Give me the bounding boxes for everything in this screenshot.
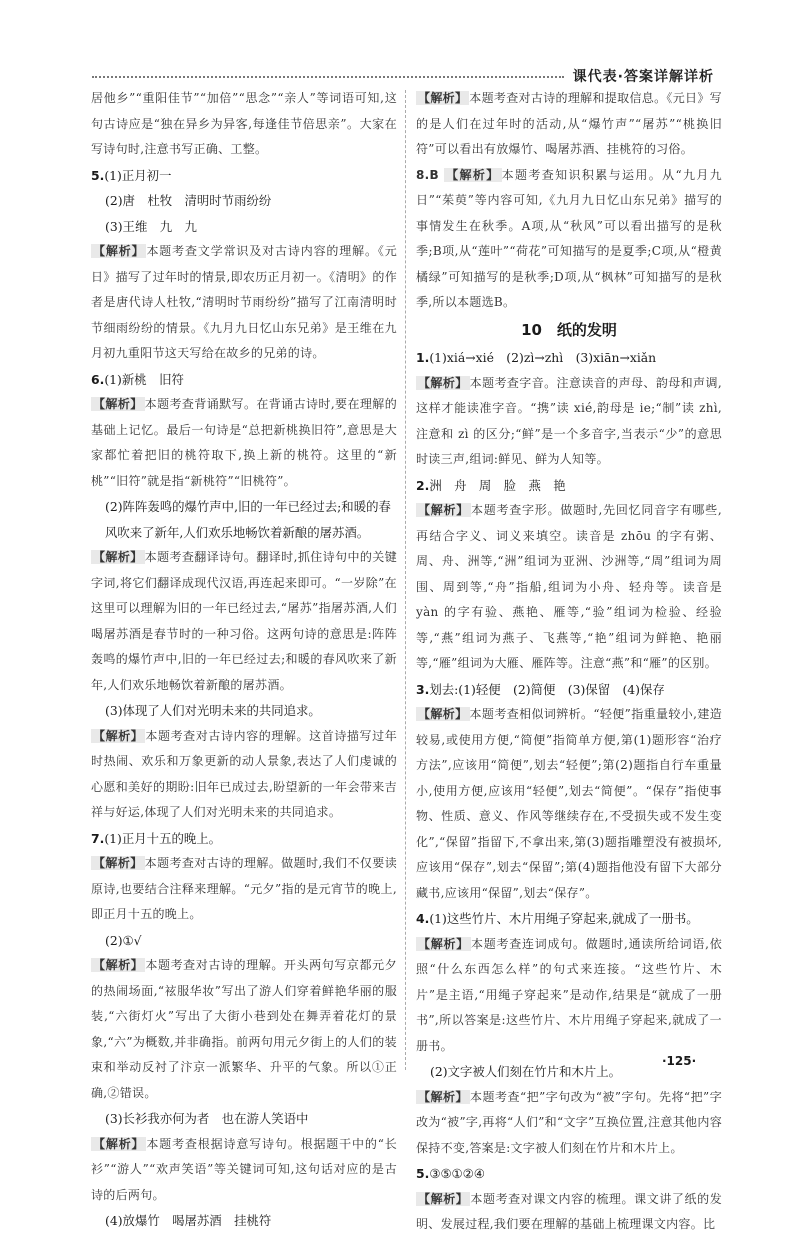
analysis-tag: 【解析】 — [418, 707, 468, 721]
question-7 — [91, 826, 397, 1234]
analysis-tag: 【解析】 — [93, 244, 145, 258]
analysis-tag: 【解析】 — [93, 728, 144, 743]
question-number: 2. — [416, 477, 430, 493]
answer-line: (1)正月十五的晚上。 — [104, 830, 222, 846]
question-number: 6. — [91, 371, 105, 387]
analysis-text: 本题考查背诵默写。在背诵古诗时,要在理解的基础上记忆。最后一句诗是“总把新桃换旧符”,意思是大家都忙着把旧的桃符取下,换上新的桃符。这里的“新桃”“旧符”就是指“新桃符”“旧桃符”。 — [91, 397, 397, 488]
answer-line: (2)①√ — [105, 932, 142, 948]
analysis-text: 本题考查“把”字句改为“被”字句。先将“把”字改为“被”字,再将“人们”和“文字”互换位置,注意其他内容保持不变,答案是:文字被人们刻在竹片和木片上。 — [416, 1089, 722, 1155]
question-number: 8. — [416, 167, 430, 182]
answer-line: (3)长衫我亦何为者 也在游人笑语中 — [105, 1111, 309, 1126]
analysis-tag: 【解析】 — [93, 550, 143, 564]
answer-line: (1)这些竹片、木片用绳子穿起来,就成了一册书。 — [429, 911, 699, 926]
lesson-question-1 — [416, 345, 722, 473]
answer-line: (1)正月初一 — [104, 167, 172, 183]
analysis-tag: 【解析】 — [93, 958, 144, 972]
answer-line: (4)放爆竹 喝屠苏酒 挂桃符 — [105, 1213, 272, 1228]
analysis-tag: 【解析】 — [418, 91, 468, 105]
column-divider — [405, 90, 406, 1070]
header-dotted-rule — [92, 76, 564, 78]
lesson-question-5 — [416, 1161, 722, 1238]
answer-line: (1)新桃 旧符 — [104, 371, 184, 387]
answer-line: ③⑤①②④ — [429, 1166, 485, 1181]
answer-line: (2)文字被人们刻在竹片和木片上。 — [430, 1064, 622, 1079]
analysis-text: 本题考查知识积累与运用。从“九月九日”“茱萸”等内容可知,《九月九日忆山东兄弟》描写的事情发生在秋季。A项,从“秋风”可以看出描写的是秋季;B项,从“莲叶”“荷花”可知描写的是夏季;C项,从“橙黄橘绿”可知描写的是秋季;D项,从“枫林”可知描写的是秋季,所以本题选B。 — [416, 167, 722, 309]
analysis-text: 本题考查对古诗的理解。做题时,我们不仅要读原诗,也要结合注释来理解。“元夕”指的是元宵节的晚上,即正月十五的晚上。 — [91, 856, 397, 921]
analysis-text: 本题考查连词成句。做题时,通读所给词语,依照“什么东西怎么样”的句式来连接。“这些竹片、木片”是主语,“用绳子穿起来”是动作,结果是“就成了一册书”,所以答案是:这些竹片、木片用绳子穿起来,就成了一册书。 — [416, 936, 722, 1053]
analysis-text: 本题考查翻译诗句。翻译时,抓住诗句中的关键字词,将它们翻译成现代汉语,再连起来即可。“一岁除”在这里可以理解为旧的一年已经过去,“屠苏”指屠苏酒,人们喝屠苏酒是春节时的一种习俗。这两句诗的意思是:阵阵轰鸣的爆竹声中,旧的一年已经过去;和暖的春风吹来了新年,人们欢乐地畅饮着新酿的屠苏酒。 — [91, 550, 397, 692]
analysis-tag: 【解析】 — [418, 503, 470, 517]
question-number: 7. — [91, 830, 105, 846]
analysis-tag: 【解析】 — [93, 1136, 145, 1151]
question-number: 5. — [416, 1166, 430, 1181]
page-header — [92, 66, 714, 88]
answer-line: 洲 舟 周 脸 燕 艳 — [429, 477, 566, 493]
question-8 — [416, 163, 722, 316]
question-number: 3. — [416, 681, 430, 697]
analysis-tag: 【解析】 — [418, 936, 470, 951]
analysis-text: 本题考查文学常识及对古诗内容的理解。《元日》描写了过年时的情景,即农历正月初一。《清明》的作者是唐代诗人杜牧,“清明时节雨纷纷”描写了江南清明时节细雨纷纷的情景。《九月九日忆山东兄弟》是王维在九月初九重阳节这天写给在故乡的兄弟的诗。 — [91, 244, 397, 360]
lesson-question-3 — [416, 677, 722, 907]
question-number: 1. — [416, 350, 430, 365]
lesson-question-4 — [416, 906, 722, 1161]
answer-line: (1)xiá→xié (2)zì→zhì (3)xiān→xiǎn — [429, 350, 657, 365]
analysis-tag: 【解析】 — [93, 856, 143, 870]
question-number: 5. — [91, 167, 105, 183]
analysis-text: 本题考查字音。注意读音的声母、韵母和声调,这样才能读准字音。“携”读 xié,韵母是 ie;“制”读 zhì,注意和 zì 的区分;“鲜”是一个多音字,当表示“少”的意思时读三声,组词:鲜见、鲜为人知等。 — [416, 375, 722, 466]
analysis-tag: 【解析】 — [418, 1191, 469, 1206]
answer-line: (3)王维 九 九 — [105, 218, 197, 234]
header-title: 课代表·答案详解详析 — [572, 69, 714, 85]
analysis-tag: 【解析】 — [93, 397, 143, 411]
section-title: 10 纸的发明 — [521, 320, 617, 339]
question-6 — [91, 367, 397, 826]
left-column — [91, 86, 397, 1234]
analysis-text: 本题考查对古诗内容的理解。这首诗描写过年时热闹、欢乐和万象更新的动人景象,表达了人们虔诚的心愿和美好的期盼:旧年已成过去,盼望新的一年会带来吉祥与好运,体现了人们对光明未来的共同追求。 — [91, 728, 397, 819]
analysis-tag: 【解析】 — [418, 1089, 468, 1104]
continued-explanation: 居他乡”“重阳佳节”“加倍”“思念”“亲人”等词语可知,这句古诗应是“独在异乡为异客,每逢佳节倍思亲”。大家在写诗句时,注意书写正确、工整。 — [91, 91, 397, 156]
question-5 — [91, 163, 397, 367]
analysis-tag: 【解析】 — [418, 375, 468, 390]
answer-line: 划去:(1)轻便 (2)简便 (3)保留 (4)保存 — [429, 681, 665, 697]
answer-line: (2)阵阵轰鸣的爆竹声中,旧的一年已经过去;和暖的春风吹来了新年,人们欢乐地畅饮着新酿的屠苏酒。 — [105, 499, 391, 540]
question-number: 4. — [416, 911, 430, 926]
analysis-text: 本题考查根据诗意写诗句。根据题干中的“长衫”“游人”“欢声笑语”等关键词可知,这句话对应的是古诗的后两句。 — [91, 1136, 397, 1202]
page-number: ·125· — [662, 1054, 697, 1068]
analysis-text: 本题考查字形。做题时,先回忆同音字有哪些,再结合字义、词义来填空。读音是 zhōu 的字有粥、周、舟、洲等,“洲”组词为亚洲、沙洲等,“周”组词为周围、周到等,“舟”指船,组词为小舟、轻舟等。读音是 yàn 的字有验、燕艳、雁等,“验”组词为检验、经验等,“燕”组词为燕子、飞燕等,“艳”组词为鲜艳、艳丽等,“雁”组词为大雁、雁阵等。注意“燕”和“雁”的区别。 — [416, 503, 722, 670]
analysis-tag: 【解析】 — [446, 167, 500, 182]
answer-line: (2)唐 杜牧 清明时节雨纷纷 — [105, 193, 272, 208]
analysis-text: 本题考查对课文内容的梳理。课文讲了纸的发明、发展过程,我们要在理解的基础上梳理课文内容。比 — [416, 1191, 722, 1231]
analysis-text: 本题考查相似词辨析。“轻便”指重量较小,建造较易,或使用方便,“简便”指简单方便,第(1)题形容“治疗方法”,应该用“简便”,划去“轻便”;第(2)题指自行车重量小,使用方便,应该用“轻便”,划去“简便”。“保存”指使事物、性质、意义、作风等继续存在,不受损失或不发生变化”,“保留”指留下,不拿出来,第(3)题指雕塑没有被损坏,应该用“保存”,划去“保留”;第(4)题指他没有留下大部分藏书,应该用“保留”,划去“保存”。 — [416, 707, 723, 900]
analysis-text: 本题考查对古诗的理解和提取信息。《元日》写的是人们在过年时的活动,从“爆竹声”“屠苏”“桃换旧符”可以看出有放爆竹、喝屠苏酒、挂桃符的习俗。 — [416, 91, 722, 156]
answer-line: (3)体现了人们对光明未来的共同追求。 — [105, 703, 321, 718]
answer-choice: B — [429, 167, 439, 182]
analysis-text: 本题考查对古诗的理解。开头两句写京都元夕的热闹场面,“袨服华妆”写出了游人们穿着鲜艳华丽的服装,“六街灯火”写出了大街小巷到处在舞弄着花灯的景象,“六”为概数,并非确指。前两句用元夕街上的人们的装束和举动反衬了汴京一派繁华、升平的气象。所以①正确,②错误。 — [91, 958, 397, 1100]
lesson-question-2 — [416, 473, 722, 677]
